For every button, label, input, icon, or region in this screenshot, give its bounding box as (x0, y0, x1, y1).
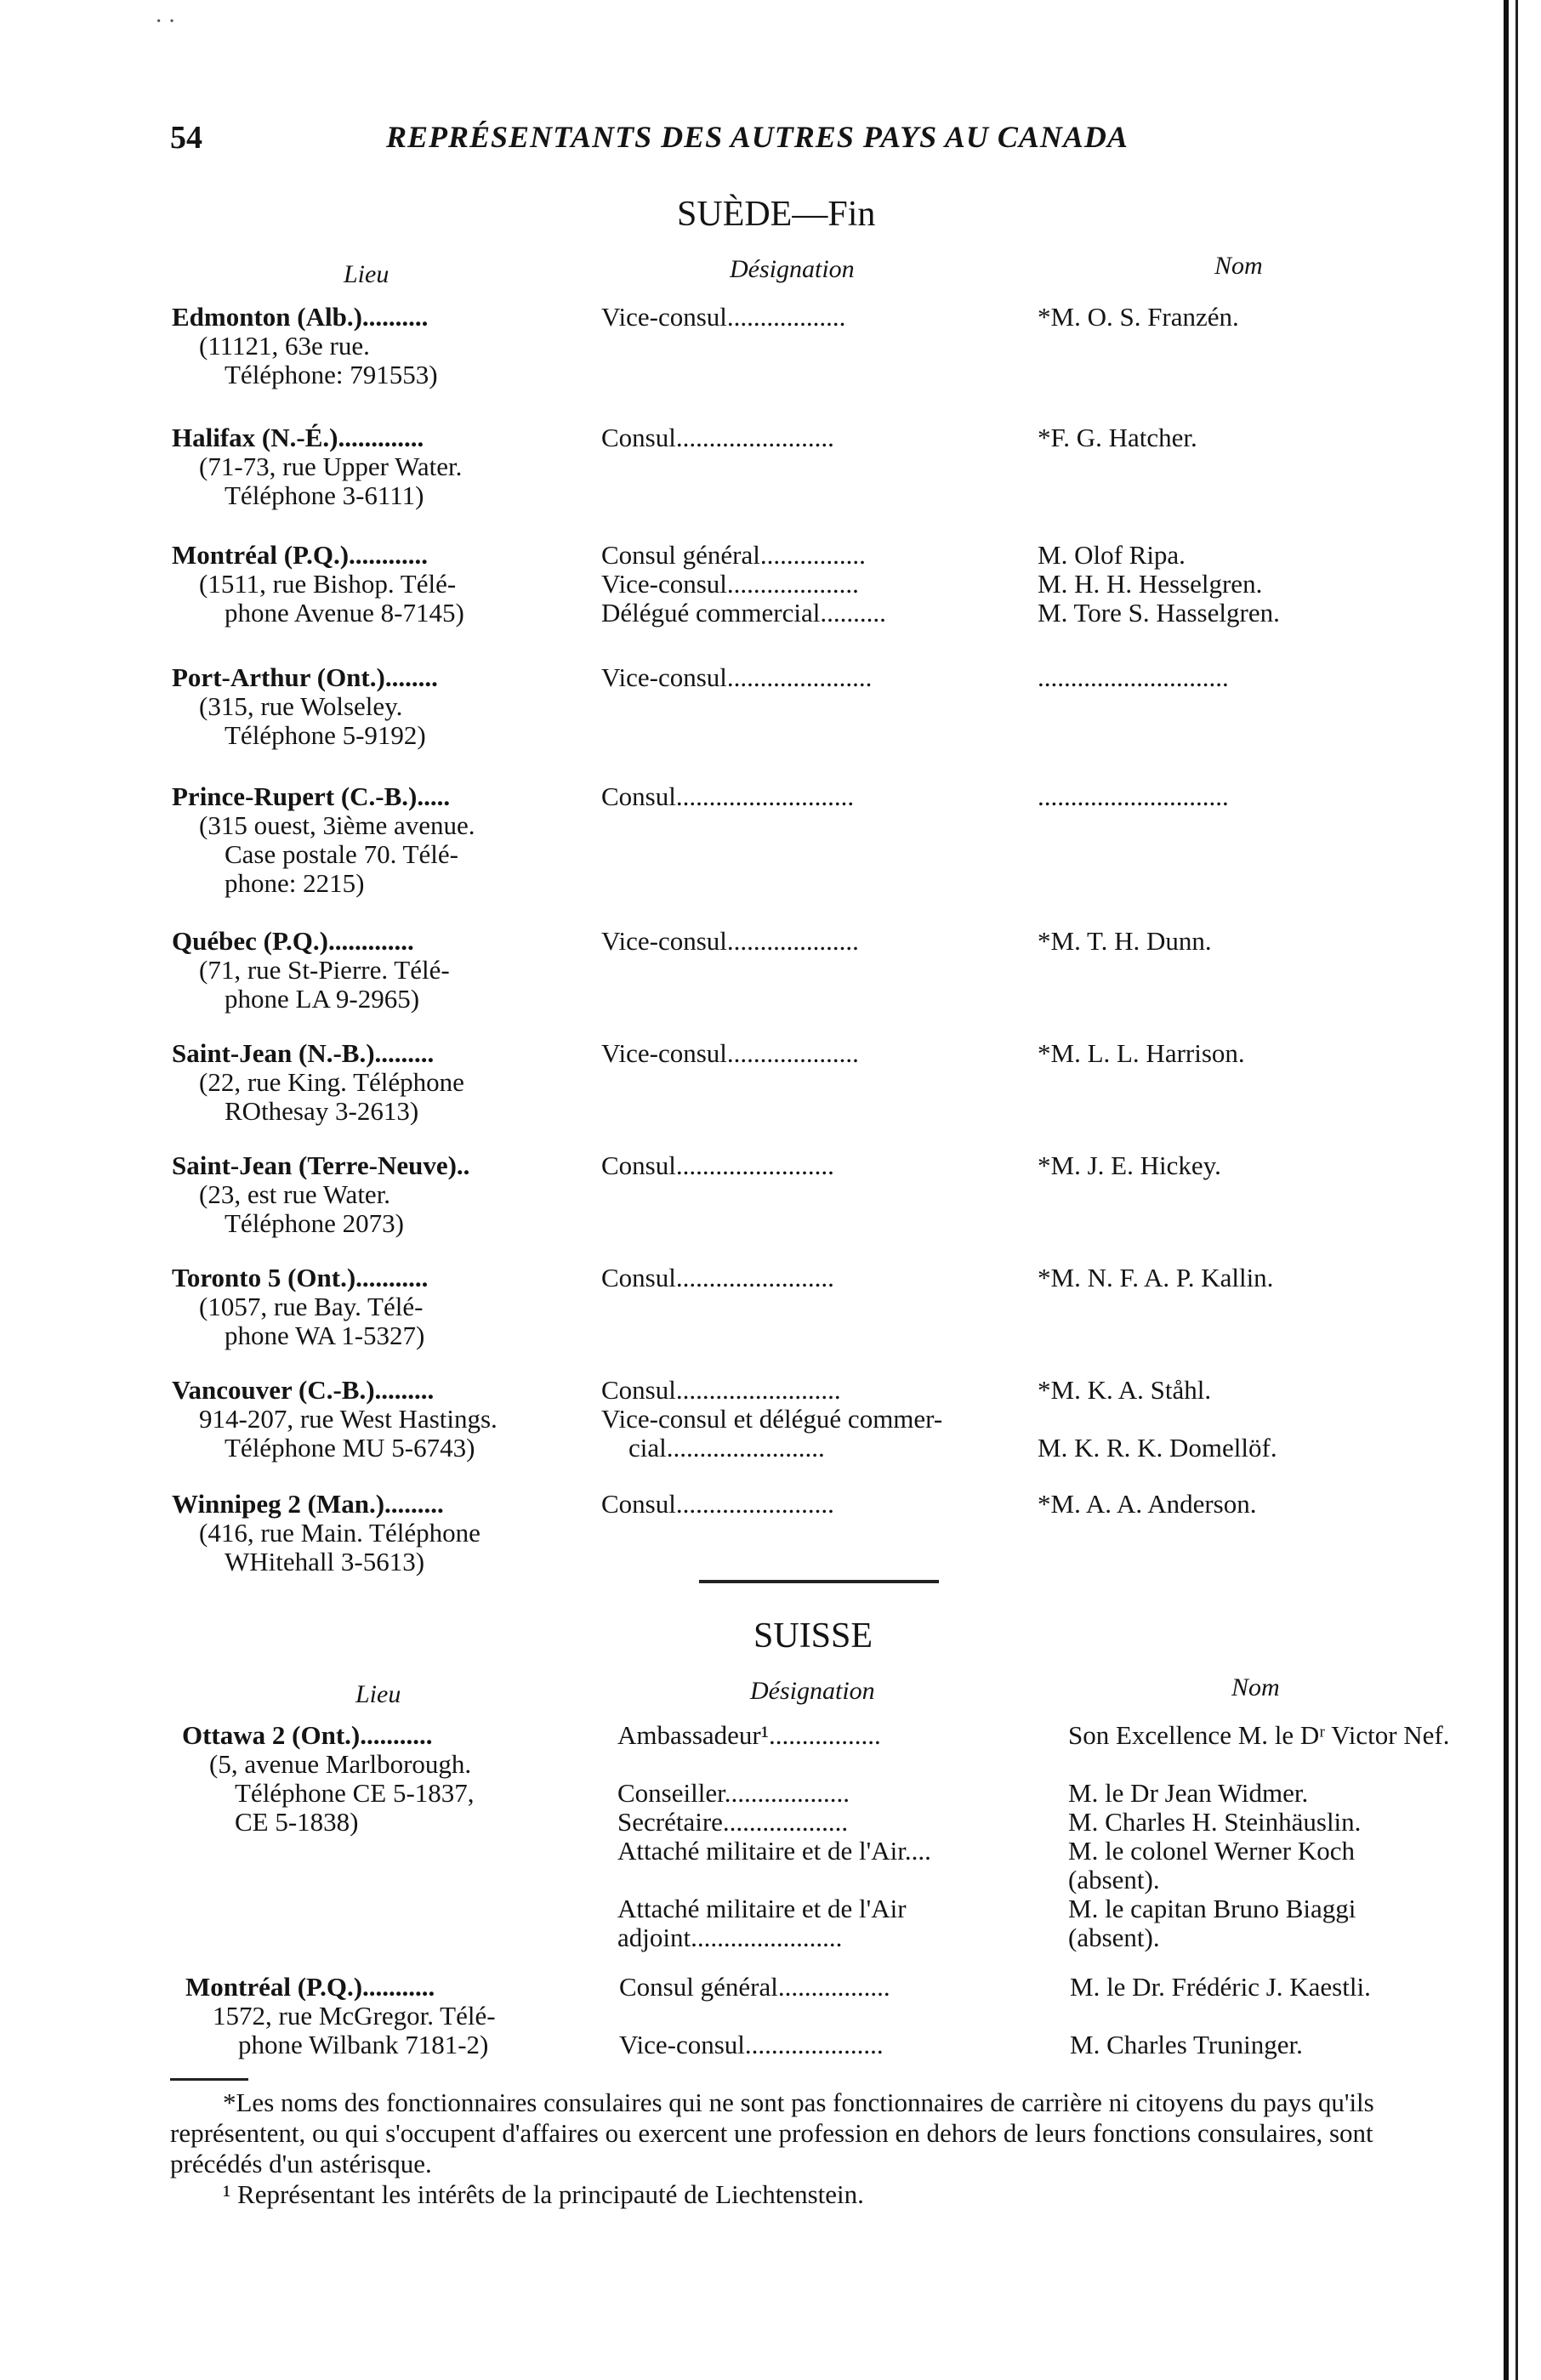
entry-names (1070, 1973, 1427, 2059)
official-name: M. le capitan Bruno Biaggi (absent). (1068, 1894, 1356, 1952)
place-address-line: phone Wilbank 7181-2) (238, 2030, 489, 2059)
place-address-line: ROthesay 3-2613) (225, 1096, 419, 1126)
designation: Vice-consul.................. (601, 303, 846, 332)
entry-place (172, 423, 580, 510)
place-address-line: WHitehall 3-5613) (225, 1547, 425, 1576)
entry-roles (601, 541, 1026, 628)
entry-roles (601, 782, 1026, 811)
official-name: M. K. R. K. Domellöf. (1038, 1433, 1277, 1463)
place-address-line: phone Avenue 8-7145) (225, 598, 464, 628)
designation: Vice-consul..................... (619, 2031, 884, 2059)
footnote-one: ¹ Représentant les intérêts de la principauté de Liechtenstein. (223, 2179, 864, 2209)
official-name-placeholder: ............................. (1038, 781, 1229, 811)
section-title-sweden: SUÈDE—Fin (677, 195, 876, 234)
official-name: Son Excellence M. le Dʳ Victor Nef. (1068, 1720, 1450, 1750)
official-name: M. Tore S. Hasselgren. (1038, 598, 1280, 628)
entry-place (172, 1490, 580, 1576)
entry-roles (601, 303, 1026, 332)
designation: Consul général................ (601, 541, 866, 570)
place-address-line: Téléphone: 791553) (225, 360, 438, 389)
place-address-line: (5, avenue Marlborough. (209, 1749, 472, 1779)
col-head-designation: Désignation (730, 255, 855, 283)
place-address-line: (1511, rue Bishop. Télé- (199, 569, 457, 599)
entry-roles (601, 1151, 1026, 1180)
entry-place (172, 1376, 580, 1463)
official-name: *M. T. H. Dunn. (1038, 926, 1212, 956)
place-name: Montréal (P.Q.)........... (185, 1973, 435, 2002)
entry-roles (617, 1721, 1043, 1952)
place-address-line: (315 ouest, 3ième avenue. (199, 810, 475, 840)
designation: Vice-consul et délégué commer- (601, 1405, 943, 1434)
designation: Attaché militaire et de l'Air.... (617, 1837, 931, 1866)
place-address-line: (71-73, rue Upper Water. (199, 452, 463, 481)
entry-names (1038, 1039, 1463, 1068)
official-name: *M. K. A. Ståhl. (1038, 1375, 1212, 1405)
col-head-name: Nom (1214, 252, 1263, 280)
place-address-line: phone LA 9-2965) (225, 984, 420, 1014)
entry-place (172, 541, 580, 628)
entry-names (1068, 1721, 1468, 1952)
place-name: Vancouver (C.-B.)......... (172, 1376, 435, 1405)
place-name: Halifax (N.-É.)............. (172, 423, 424, 452)
official-name: *M. J. E. Hickey. (1038, 1150, 1221, 1180)
official-name: M. Olof Ripa. (1038, 540, 1186, 570)
right-margin-rule (1504, 0, 1509, 2380)
place-address-line: CE 5-1838) (235, 1807, 359, 1837)
section-divider (699, 1580, 939, 1583)
col-head-designation: Désignation (750, 1677, 875, 1705)
entry-place (172, 303, 580, 389)
entry-names (1038, 1490, 1463, 1519)
designation: Délégué commercial.......... (601, 599, 886, 628)
entry-place (172, 1039, 580, 1126)
col-head-place: Lieu (344, 260, 390, 288)
place-address-line: Téléphone 5-9192) (225, 720, 426, 750)
section-title-switzerland: SUISSE (753, 1616, 873, 1656)
entry-place (172, 782, 580, 898)
official-name: M. le Dr. Frédéric J. Kaestli. (1070, 1972, 1371, 2002)
place-name: Ottawa 2 (Ont.)........... (182, 1721, 433, 1750)
place-address-line: Téléphone CE 5-1837, (235, 1778, 475, 1808)
designation: Vice-consul.................... (601, 927, 859, 956)
place-address-line: Téléphone MU 5-6743) (225, 1433, 475, 1463)
entry-place (185, 1973, 594, 2059)
place-name: Edmonton (Alb.).......... (172, 303, 429, 332)
place-name: Winnipeg 2 (Man.)......... (172, 1490, 444, 1519)
entry-names (1038, 782, 1463, 811)
col-head-place: Lieu (355, 1680, 401, 1708)
place-address-line: Téléphone 2073) (225, 1208, 404, 1238)
col-head-name: Nom (1231, 1673, 1280, 1701)
entry-roles (601, 927, 1026, 956)
place-address-line: (23, est rue Water. (199, 1179, 391, 1209)
designation: Vice-consul.................... (601, 1039, 859, 1068)
official-name: M. le colonel Werner Koch (absent). (1068, 1836, 1355, 1894)
corner-speckles: ·· (155, 9, 181, 35)
page-number: 54 (170, 120, 202, 156)
place-address-line: 914-207, rue West Hastings. (199, 1404, 498, 1434)
designation: Consul........................ (601, 1151, 834, 1180)
entry-roles (601, 663, 1026, 692)
entry-roles (601, 423, 1026, 452)
official-name: *M. O. S. Franzén. (1038, 302, 1239, 332)
place-address-line: (416, rue Main. Téléphone (199, 1518, 480, 1548)
designation: Consul........................ (601, 423, 834, 452)
designation: Secrétaire................... (617, 1808, 849, 1837)
entry-roles (619, 1973, 1044, 2059)
place-address-line: (315, rue Wolseley. (199, 691, 403, 721)
footnote-asterisk: *Les noms des fonctionnaires consulaires qui ne sont pas fonctionnaires de carrière ni citoyens du pays qu'ils représentent, ou qui s'occupent d'affaires ou exercent une profession en dehors de leurs fonctions consulaires, sont précédés d'un astérisque. (170, 2087, 1374, 2178)
designation: Consul........................ (601, 1264, 834, 1292)
entry-names (1038, 1151, 1463, 1180)
entry-place (172, 1264, 580, 1350)
entry-place (172, 1151, 580, 1238)
designation: cial........................ (628, 1434, 825, 1463)
official-name: *M. A. A. Anderson. (1038, 1489, 1257, 1519)
footnotes (170, 2078, 1463, 2210)
entry-names (1038, 303, 1463, 332)
entry-roles (601, 1490, 1026, 1519)
entry-names (1038, 1264, 1463, 1292)
designation: Consul......................... (601, 1376, 841, 1405)
place-name: Toronto 5 (Ont.)........... (172, 1264, 429, 1292)
entry-place (182, 1721, 590, 1837)
designation: Consul........................ (601, 1490, 834, 1519)
place-name: Port-Arthur (Ont.)........ (172, 663, 438, 692)
entry-roles (601, 1264, 1026, 1292)
place-name: Montréal (P.Q.)............ (172, 541, 429, 570)
place-address-line: (22, rue King. Téléphone (199, 1067, 464, 1097)
place-address-line: phone WA 1-5327) (225, 1321, 425, 1350)
designation: Vice-consul.................... (601, 570, 859, 599)
entry-roles (601, 1039, 1026, 1068)
place-address-line: (11121, 63e rue. (199, 331, 370, 361)
entry-names (1038, 1376, 1463, 1463)
designation: Consul général................. (619, 1973, 890, 2002)
footnote-rule (170, 2078, 248, 2081)
entry-names (1038, 541, 1463, 628)
place-address-line: (71, rue St-Pierre. Télé- (199, 955, 450, 985)
official-name: M. Charles H. Steinhäuslin. (1068, 1807, 1362, 1837)
official-name: M. Charles Truninger. (1070, 2030, 1303, 2059)
place-address-line: 1572, rue McGregor. Télé- (213, 2001, 496, 2031)
page-header (170, 119, 1225, 170)
place-name: Québec (P.Q.)............. (172, 927, 414, 956)
official-name-placeholder: ............................. (1038, 662, 1229, 692)
official-name: *M. L. L. Harrison. (1038, 1038, 1245, 1068)
designation: Conseiller................... (617, 1779, 850, 1808)
place-name: Prince-Rupert (C.-B.)..... (172, 782, 451, 811)
entry-names (1038, 927, 1463, 956)
entry-names (1038, 423, 1463, 452)
official-name: M. H. H. Hesselgren. (1038, 569, 1263, 599)
place-name: Saint-Jean (N.-B.)......... (172, 1039, 435, 1068)
official-name-spacer (1038, 1405, 1463, 1434)
designation: Ambassadeur¹................. (617, 1721, 881, 1750)
running-head: REPRÉSENTANTS DES AUTRES PAYS AU CANADA (386, 120, 1129, 154)
official-name: *M. N. F. A. P. Kallin. (1038, 1263, 1274, 1292)
place-address-line: Case postale 70. Télé- (225, 839, 458, 869)
place-address-line: (1057, rue Bay. Télé- (199, 1292, 424, 1321)
entry-place (172, 663, 580, 750)
designation: Attaché militaire et de l'Air adjoint....................... (617, 1894, 907, 1952)
entry-names (1038, 663, 1463, 692)
right-margin-rule-inner (1515, 0, 1518, 2380)
official-name: *F. G. Hatcher. (1038, 423, 1197, 452)
designation: Consul........................... (601, 782, 855, 811)
place-address-line: Téléphone 3-6111) (225, 480, 424, 510)
official-name: M. le Dr Jean Widmer. (1068, 1778, 1309, 1808)
place-address-line: phone: 2215) (225, 868, 365, 898)
place-name: Saint-Jean (Terre-Neuve).. (172, 1151, 470, 1180)
designation: Vice-consul...................... (601, 663, 873, 692)
entry-roles (601, 1376, 1026, 1463)
entry-place (172, 927, 580, 1014)
